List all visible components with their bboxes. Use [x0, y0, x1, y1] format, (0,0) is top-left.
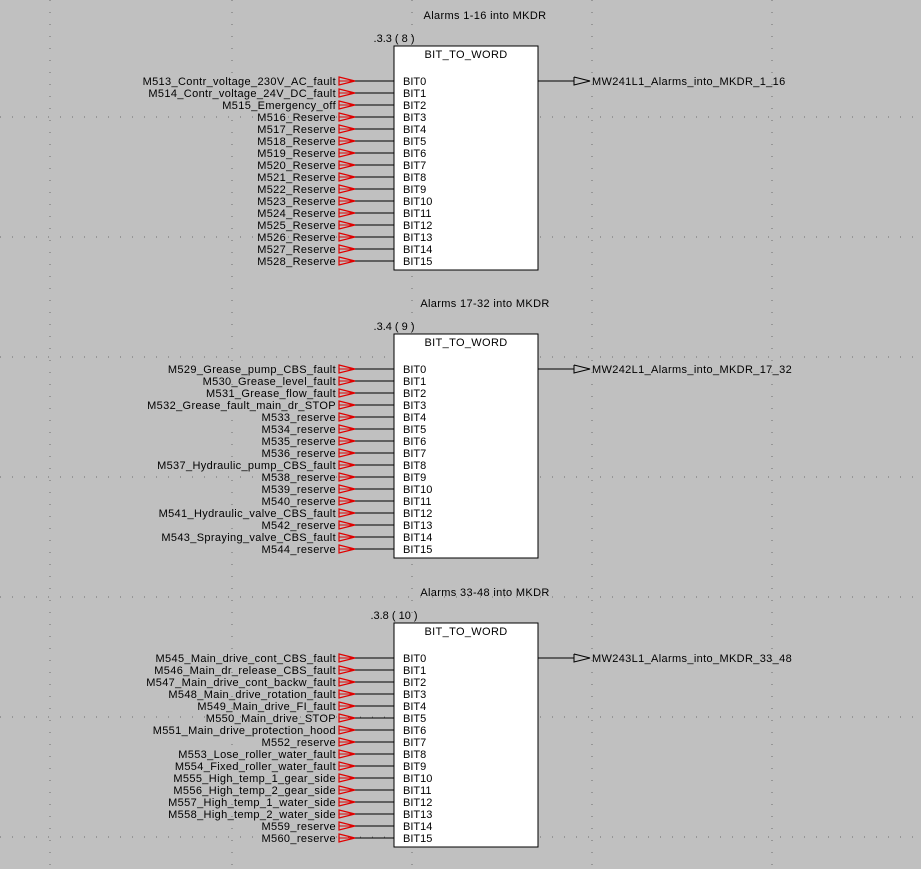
input-variable-label[interactable]: M551_Main_drive_protection_hood	[152, 725, 336, 737]
input-variable-label[interactable]: M532_Grease_fault_main_dr_STOP	[147, 400, 336, 412]
input-variable-label[interactable]: M515_Emergency_off	[222, 100, 336, 112]
pin-label: BIT12	[403, 508, 433, 520]
input-variable-label[interactable]: M531_Grease_flow_fault	[206, 388, 336, 400]
input-variable-label[interactable]: M527_Reserve	[257, 244, 336, 256]
input-variable-label[interactable]: M555_High_temp_1_gear_side	[173, 773, 336, 785]
output-variable-label[interactable]: MW241L1_Alarms_into_MKDR_1_16	[592, 76, 786, 88]
pin-label: BIT8	[403, 172, 427, 184]
input-variable-label[interactable]: M544_reserve	[261, 544, 336, 556]
pin-label: BIT12	[403, 220, 433, 232]
input-variable-label[interactable]: M557_High_temp_1_water_side	[168, 797, 336, 809]
pin-label: BIT9	[403, 184, 427, 196]
pin-label: BIT15	[403, 544, 433, 556]
input-variable-label[interactable]: M523_Reserve	[257, 196, 336, 208]
output-variable-label[interactable]: MW243L1_Alarms_into_MKDR_33_48	[592, 653, 793, 665]
pin-label: BIT3	[403, 689, 427, 701]
input-variable-label[interactable]: M519_Reserve	[257, 148, 336, 160]
pin-label: BIT5	[403, 424, 427, 436]
input-variable-label[interactable]: M514_Contr_voltage_24V_DC_fault	[148, 88, 336, 100]
input-variable-label[interactable]: M533_reserve	[261, 412, 336, 424]
input-variable-label[interactable]: M535_reserve	[261, 436, 336, 448]
output-arrow-icon	[574, 654, 590, 662]
block-reference: .3.8 ( 10 )	[370, 610, 418, 622]
pin-label: BIT8	[403, 460, 427, 472]
pin-label: BIT0	[403, 76, 427, 88]
pin-label: BIT3	[403, 112, 427, 124]
pin-label: BIT2	[403, 100, 427, 112]
input-variable-label[interactable]: M529_Grease_pump_CBS_fault	[167, 364, 336, 376]
input-variable-label[interactable]: M558_High_temp_2_water_side	[168, 809, 336, 821]
pin-label: BIT6	[403, 725, 427, 737]
input-variable-label[interactable]: M534_reserve	[261, 424, 336, 436]
input-variable-label[interactable]: M518_Reserve	[257, 136, 336, 148]
input-variable-label[interactable]: M552_reserve	[261, 737, 336, 749]
pin-label: BIT1	[403, 88, 427, 100]
input-variable-label[interactable]: M559_reserve	[261, 821, 336, 833]
pin-label: BIT6	[403, 148, 427, 160]
input-variable-label[interactable]: M539_reserve	[261, 484, 336, 496]
pin-label: BIT8	[403, 749, 427, 761]
input-variable-label[interactable]: M520_Reserve	[257, 160, 336, 172]
input-variable-label[interactable]: M521_Reserve	[257, 172, 336, 184]
input-variable-label[interactable]: M542_reserve	[261, 520, 336, 532]
pin-label: BIT11	[403, 208, 432, 220]
pin-label: BIT4	[403, 124, 427, 136]
input-variable-label[interactable]: M543_Spraying_valve_CBS_fault	[161, 532, 336, 544]
block-reference: .3.3 ( 8 )	[373, 33, 415, 45]
pin-label: BIT12	[403, 797, 433, 809]
pin-label: BIT5	[403, 136, 427, 148]
pin-label: BIT14	[403, 532, 433, 544]
pin-label: BIT13	[403, 520, 433, 532]
pin-label: BIT6	[403, 436, 427, 448]
output-variable-label[interactable]: MW242L1_Alarms_into_MKDR_17_32	[592, 364, 793, 376]
input-variable-label[interactable]: M560_reserve	[261, 833, 336, 845]
input-variable-label[interactable]: M524_Reserve	[257, 208, 336, 220]
pin-label: BIT10	[403, 196, 433, 208]
input-variable-label[interactable]: M517_Reserve	[257, 124, 336, 136]
pin-label: BIT13	[403, 809, 433, 821]
input-variable-label[interactable]: M541_Hydraulic_valve_CBS_fault	[158, 508, 336, 520]
block-function-name: BIT_TO_WORD	[424, 49, 508, 61]
pin-label: BIT7	[403, 160, 427, 172]
function-block-3	[146, 587, 792, 847]
input-variable-label[interactable]: M554_Fixed_roller_water_fault	[174, 761, 336, 773]
pin-label: BIT9	[403, 472, 427, 484]
pin-label: BIT10	[403, 773, 433, 785]
input-variable-label[interactable]: M548_Main_drive_rotation_fault	[168, 689, 336, 701]
pin-label: BIT9	[403, 761, 427, 773]
input-variable-label[interactable]: M549_Main_drive_FI_fault	[197, 701, 336, 713]
pin-label: BIT3	[403, 400, 427, 412]
input-variable-label[interactable]: M546_Main_dr_release_CBS_fault	[154, 665, 336, 677]
pin-label: BIT1	[403, 376, 427, 388]
pin-label: BIT0	[403, 364, 427, 376]
function-block-2	[147, 298, 792, 558]
pin-label: BIT15	[403, 833, 433, 845]
input-variable-label[interactable]: M547_Main_drive_cont_backw_fault	[146, 677, 336, 689]
function-blocks	[143, 10, 792, 847]
pin-label: BIT2	[403, 677, 427, 689]
input-variable-label[interactable]: M537_Hydraulic_pump_CBS_fault	[157, 460, 336, 472]
block-reference: .3.4 ( 9 )	[373, 321, 415, 333]
pin-label: BIT13	[403, 232, 433, 244]
input-variable-label[interactable]: M513_Contr_voltage_230V_AC_fault	[142, 76, 336, 88]
block-function-name: BIT_TO_WORD	[424, 626, 508, 638]
pin-label: BIT11	[403, 785, 432, 797]
pin-label: BIT5	[403, 713, 427, 725]
input-variable-label[interactable]: M525_Reserve	[257, 220, 336, 232]
input-variable-label[interactable]: M550_Main_drive_STOP	[205, 713, 336, 725]
pin-label: BIT7	[403, 448, 427, 460]
pin-label: BIT11	[403, 496, 432, 508]
block-title: Alarms 33-48 into MKDR	[420, 587, 550, 599]
function-block-1	[143, 10, 786, 270]
input-variable-label[interactable]: M545_Main_drive_cont_CBS_fault	[155, 653, 336, 665]
input-variable-label[interactable]: M530_Grease_level_fault	[202, 376, 336, 388]
pin-label: BIT14	[403, 821, 433, 833]
pin-label: BIT10	[403, 484, 433, 496]
input-variable-label[interactable]: M528_Reserve	[257, 256, 336, 268]
pin-label: BIT4	[403, 701, 427, 713]
input-variable-label[interactable]: M540_reserve	[261, 496, 336, 508]
input-variable-label[interactable]: M553_Lose_roller_water_fault	[178, 749, 336, 761]
pin-label: BIT0	[403, 653, 427, 665]
block-title: Alarms 1-16 into MKDR	[423, 10, 547, 22]
pin-label: BIT4	[403, 412, 427, 424]
pin-label: BIT2	[403, 388, 427, 400]
block-title: Alarms 17-32 into MKDR	[420, 298, 550, 310]
input-variable-label[interactable]: M516_Reserve	[257, 112, 336, 124]
output-arrow-icon	[574, 365, 590, 373]
pin-label: BIT14	[403, 244, 433, 256]
pin-label: BIT1	[403, 665, 427, 677]
input-variable-label[interactable]: M522_Reserve	[257, 184, 336, 196]
input-variable-label[interactable]: M556_High_temp_2_gear_side	[173, 785, 336, 797]
input-variable-label[interactable]: M536_reserve	[261, 448, 336, 460]
block-function-name: BIT_TO_WORD	[424, 337, 508, 349]
pin-label: BIT15	[403, 256, 433, 268]
pin-label: BIT7	[403, 737, 427, 749]
output-arrow-icon	[574, 77, 590, 85]
input-variable-label[interactable]: M526_Reserve	[257, 232, 336, 244]
input-variable-label[interactable]: M538_reserve	[261, 472, 336, 484]
